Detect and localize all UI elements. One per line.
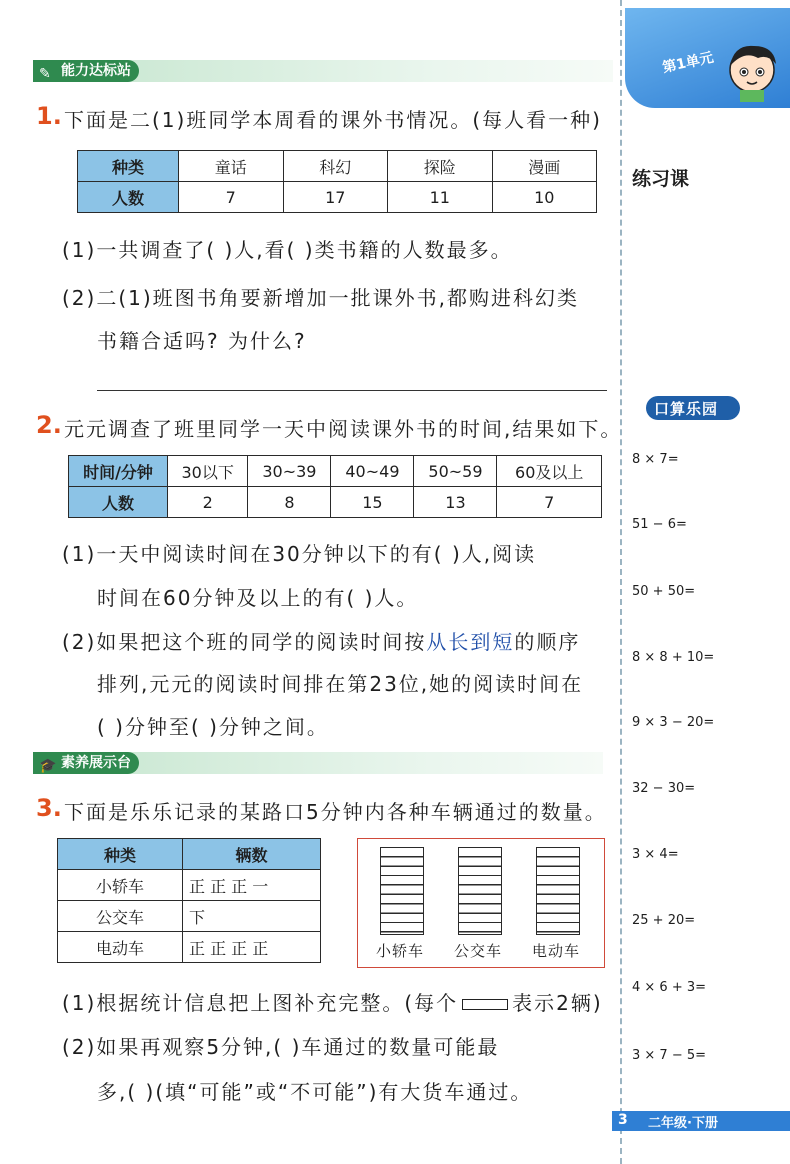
question-part: (2)如果再观察5分钟,( )车通过的数量可能最 [62, 1035, 500, 1059]
question-text: 元元调查了班里同学一天中阅读课外书的时间,结果如下。 [64, 417, 623, 441]
question-part: (2)二(1)班图书角要新增加一批课外书,都购进科幻类 [62, 286, 580, 310]
calc-item: 8 × 8 + 10= [632, 650, 715, 665]
calc-item: 4 × 6 + 3= [632, 980, 707, 995]
table-cell: 60及以上 [497, 456, 602, 487]
table-cell: 15 [331, 487, 414, 518]
section-banner [33, 752, 603, 774]
table-cell: 7 [497, 487, 602, 518]
table-cell: 童话 [179, 151, 284, 182]
table-header: 种类 [78, 151, 179, 182]
table-cell: 漫画 [492, 151, 597, 182]
reading-time-table [68, 455, 602, 518]
grade-label: 二年级·下册 [648, 1116, 718, 1131]
table-cell: 17 [283, 182, 388, 213]
calc-item: 9 × 3 − 20= [632, 715, 715, 730]
pictograph-label: 电动车 [532, 942, 581, 960]
table-header: 时间/分钟 [69, 456, 168, 487]
book-type-table [77, 150, 597, 213]
table-cell: 50~59 [414, 456, 497, 487]
question-text: 下面是二(1)班同学本周看的课外书情况。(每人看一种) [64, 108, 602, 132]
section-banner-label: 🎓 素养展示台 [33, 752, 139, 774]
table-cell: 30~39 [248, 456, 331, 487]
table-cell: 7 [179, 182, 284, 213]
highlight-text: 从长到短 [426, 630, 515, 654]
question-part: (2)如果把这个班的同学的阅读时间按从长到短的顺序 [62, 630, 581, 654]
calc-item: 3 × 7 − 5= [632, 1048, 707, 1063]
pictograph-column[interactable] [458, 847, 502, 935]
question-part: 时间在60分钟及以上的有( )人。 [97, 586, 419, 610]
pictograph-label: 小轿车 [376, 942, 425, 960]
question-part: (1)一共调查了( )人,看( )类书籍的人数最多。 [62, 238, 513, 262]
question-number: 3. [36, 794, 62, 822]
section-banner-label: ✎ 能力达标站 [33, 60, 139, 82]
calc-item: 32 − 30= [632, 781, 696, 796]
table-cell: 13 [414, 487, 497, 518]
table-cell: 科幻 [283, 151, 388, 182]
table-cell: 小轿车 [58, 870, 183, 901]
question-part: (1)一天中阅读时间在30分钟以下的有( )人,阅读 [62, 542, 537, 566]
question-number: 2. [36, 411, 62, 439]
calc-item: 3 × 4= [632, 847, 679, 862]
table-cell: 40~49 [331, 456, 414, 487]
table-cell: 10 [492, 182, 597, 213]
boy-mascot-icon [722, 40, 782, 102]
tally-cell: 正 正 正 正 [183, 932, 321, 963]
table-cell: 11 [388, 182, 493, 213]
question-number: 1. [36, 102, 62, 130]
sidebar-lesson-title: 练习课 [632, 168, 690, 190]
table-header: 辆数 [183, 839, 321, 870]
unit-box-icon [462, 999, 508, 1010]
answer-line[interactable] [97, 390, 607, 391]
vehicle-tally-table [57, 838, 321, 963]
pictograph-column[interactable] [536, 847, 580, 935]
oral-calc-title: 口算乐园 [654, 400, 719, 418]
calc-item: 50 + 50= [632, 584, 696, 599]
table-header: 人数 [78, 182, 179, 213]
question-part: 书籍合适吗? 为什么? [97, 329, 307, 353]
table-header: 种类 [58, 839, 183, 870]
table-cell: 2 [168, 487, 248, 518]
question-text: 下面是乐乐记录的某路口5分钟内各种车辆通过的数量。 [64, 800, 607, 824]
question-part: (1)根据统计信息把上图补充完整。(每个 表示2辆) [62, 991, 603, 1015]
question-part: 多,( )(填“可能”或“不可能”)有大货车通过。 [97, 1080, 533, 1104]
tally-cell: 正 正 正 一 [183, 870, 321, 901]
question-part: ( )分钟至( )分钟之间。 [97, 715, 329, 739]
pictograph-column[interactable] [380, 847, 424, 935]
table-cell: 公交车 [58, 901, 183, 932]
section-banner [33, 60, 613, 82]
table-header: 人数 [69, 487, 168, 518]
table-cell: 30以下 [168, 456, 248, 487]
calc-item: 51 − 6= [632, 517, 687, 532]
table-cell: 探险 [388, 151, 493, 182]
tally-cell: 下 [183, 901, 321, 932]
calc-item: 25 + 20= [632, 913, 696, 928]
question-part: 排列,元元的阅读时间排在第23位,她的阅读时间在 [97, 672, 584, 696]
table-cell: 8 [248, 487, 331, 518]
graduation-cap-icon: 🎓 [39, 758, 57, 774]
unit-label: 第1单元 [661, 49, 716, 77]
calc-item: 8 × 7= [632, 452, 679, 467]
pencil-icon: ✎ [39, 66, 51, 82]
page-number: 3 [618, 1112, 628, 1128]
pictograph-label: 公交车 [454, 942, 503, 960]
table-cell: 电动车 [58, 932, 183, 963]
